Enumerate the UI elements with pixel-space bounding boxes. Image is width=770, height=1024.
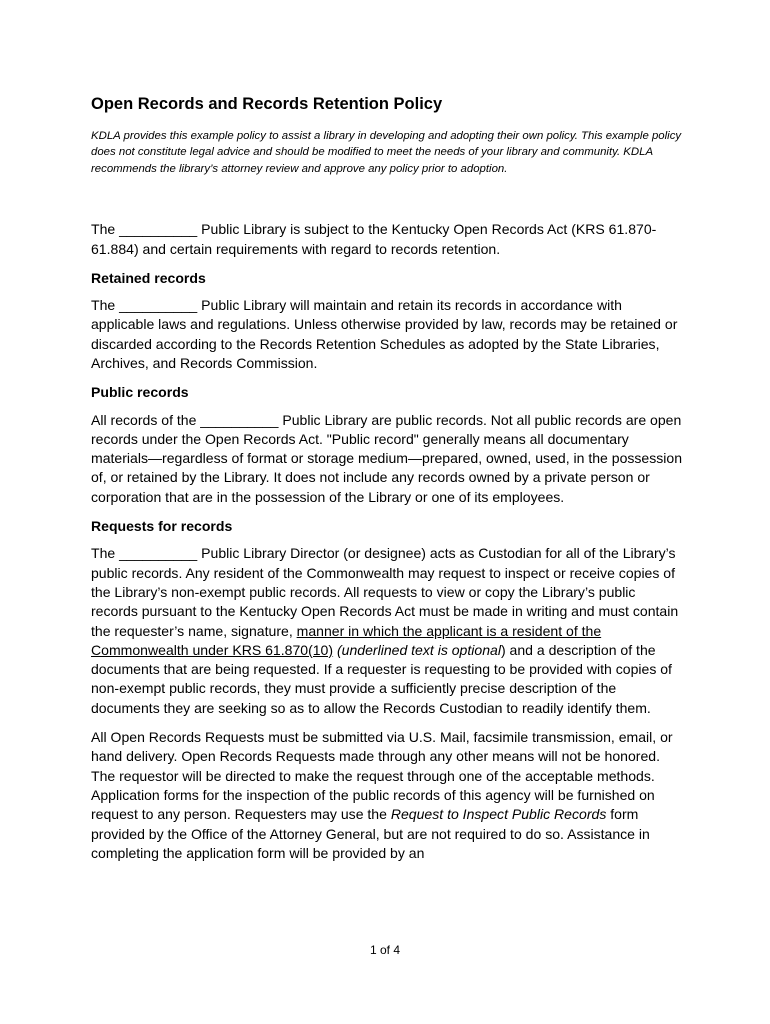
requests-p1-text-b: ) and a description of the documents that are being requested. If a requester is requesting to be provided with copies of non-exempt public records, they must provide a sufficiently precise description of the documents they are seeking so as to allow the Records Custodian to readily identify them. [91, 641, 672, 716]
requests-p2-text-a: All Open Records Requests must be submitted via U.S. Mail, facsimile transmission, email, or hand delivery. Open Records Requests made through any other means will not be honored. The requestor will be directed to make the request through one of the acceptable methods. Application forms for the inspection of the public records of this agency will be furnished on request to any person. Requesters may use the [91, 729, 673, 823]
document-body [91, 94, 685, 873]
heading-public-records: Public records [91, 384, 189, 401]
requests-paragraph-1 [91, 544, 685, 718]
document-title: Open Records and Records Retention Policy [91, 95, 443, 113]
requests-p2-text-b: form provided by the Office of the Attorney General, but are not required to do so. Assistance in completing the application form will be provided by an [91, 806, 650, 861]
intro-disclaimer: KDLA provides this example policy to assist a library in developing and adopting their own policy. This example policy does not constitute legal advice and should be modified to meet the needs of your library and community. KDLA recommends the library’s attorney review and approve any policy prior to adoption. [91, 130, 682, 175]
requests-paragraph-2 [91, 728, 685, 863]
requests-p2-form-name: Request to Inspect Public Records [390, 806, 607, 823]
requests-p1-underlined-text: manner in which the applicant is a resident of the Commonwealth under KRS 61.870(10) [91, 622, 602, 658]
requests-p1-text-a: The __________ Public Library Director (or designee) acts as Custodian for all of the Library’s public records. Any resident of the Commonwealth may request to inspect or receive copies of the Library’s non-exempt public records. All requests to view or copy the Library’s public records pursuant to the Kentucky Open Records Act must be made in writing and must contain the requester’s name, signature, [91, 545, 679, 639]
public-records-paragraph: All records of the __________ Public Library are public records. Not all public records are open records under the Open Records Act. "Public record" generally means all documentary materials—regardless of format or storage medium—prepared, owned, used, in the possession of, or retained by the Library. It does not include any records owned by a private person or corporation that are in the possession of the Library or one of its employees. [91, 411, 683, 505]
retained-records-paragraph: The __________ Public Library will maintain and retain its records in accordance with applicable laws and regulations. Unless otherwise provided by law, records may be retained or discarded according to the Records Retention Schedules as adopted by the State Libraries, Archives, and Records Commission. [91, 297, 678, 371]
requests-p1-optional-note: (underlined text is optional [336, 641, 501, 658]
opening-paragraph: The __________ Public Library is subject to the Kentucky Open Records Act (KRS 61.870-61.884) and certain requirements with regard to records retention. [91, 221, 657, 257]
heading-retained-records: Retained records [91, 269, 206, 286]
page-number: 1 of 4 [369, 943, 401, 957]
heading-requests-for-records: Requests for records [91, 518, 233, 535]
